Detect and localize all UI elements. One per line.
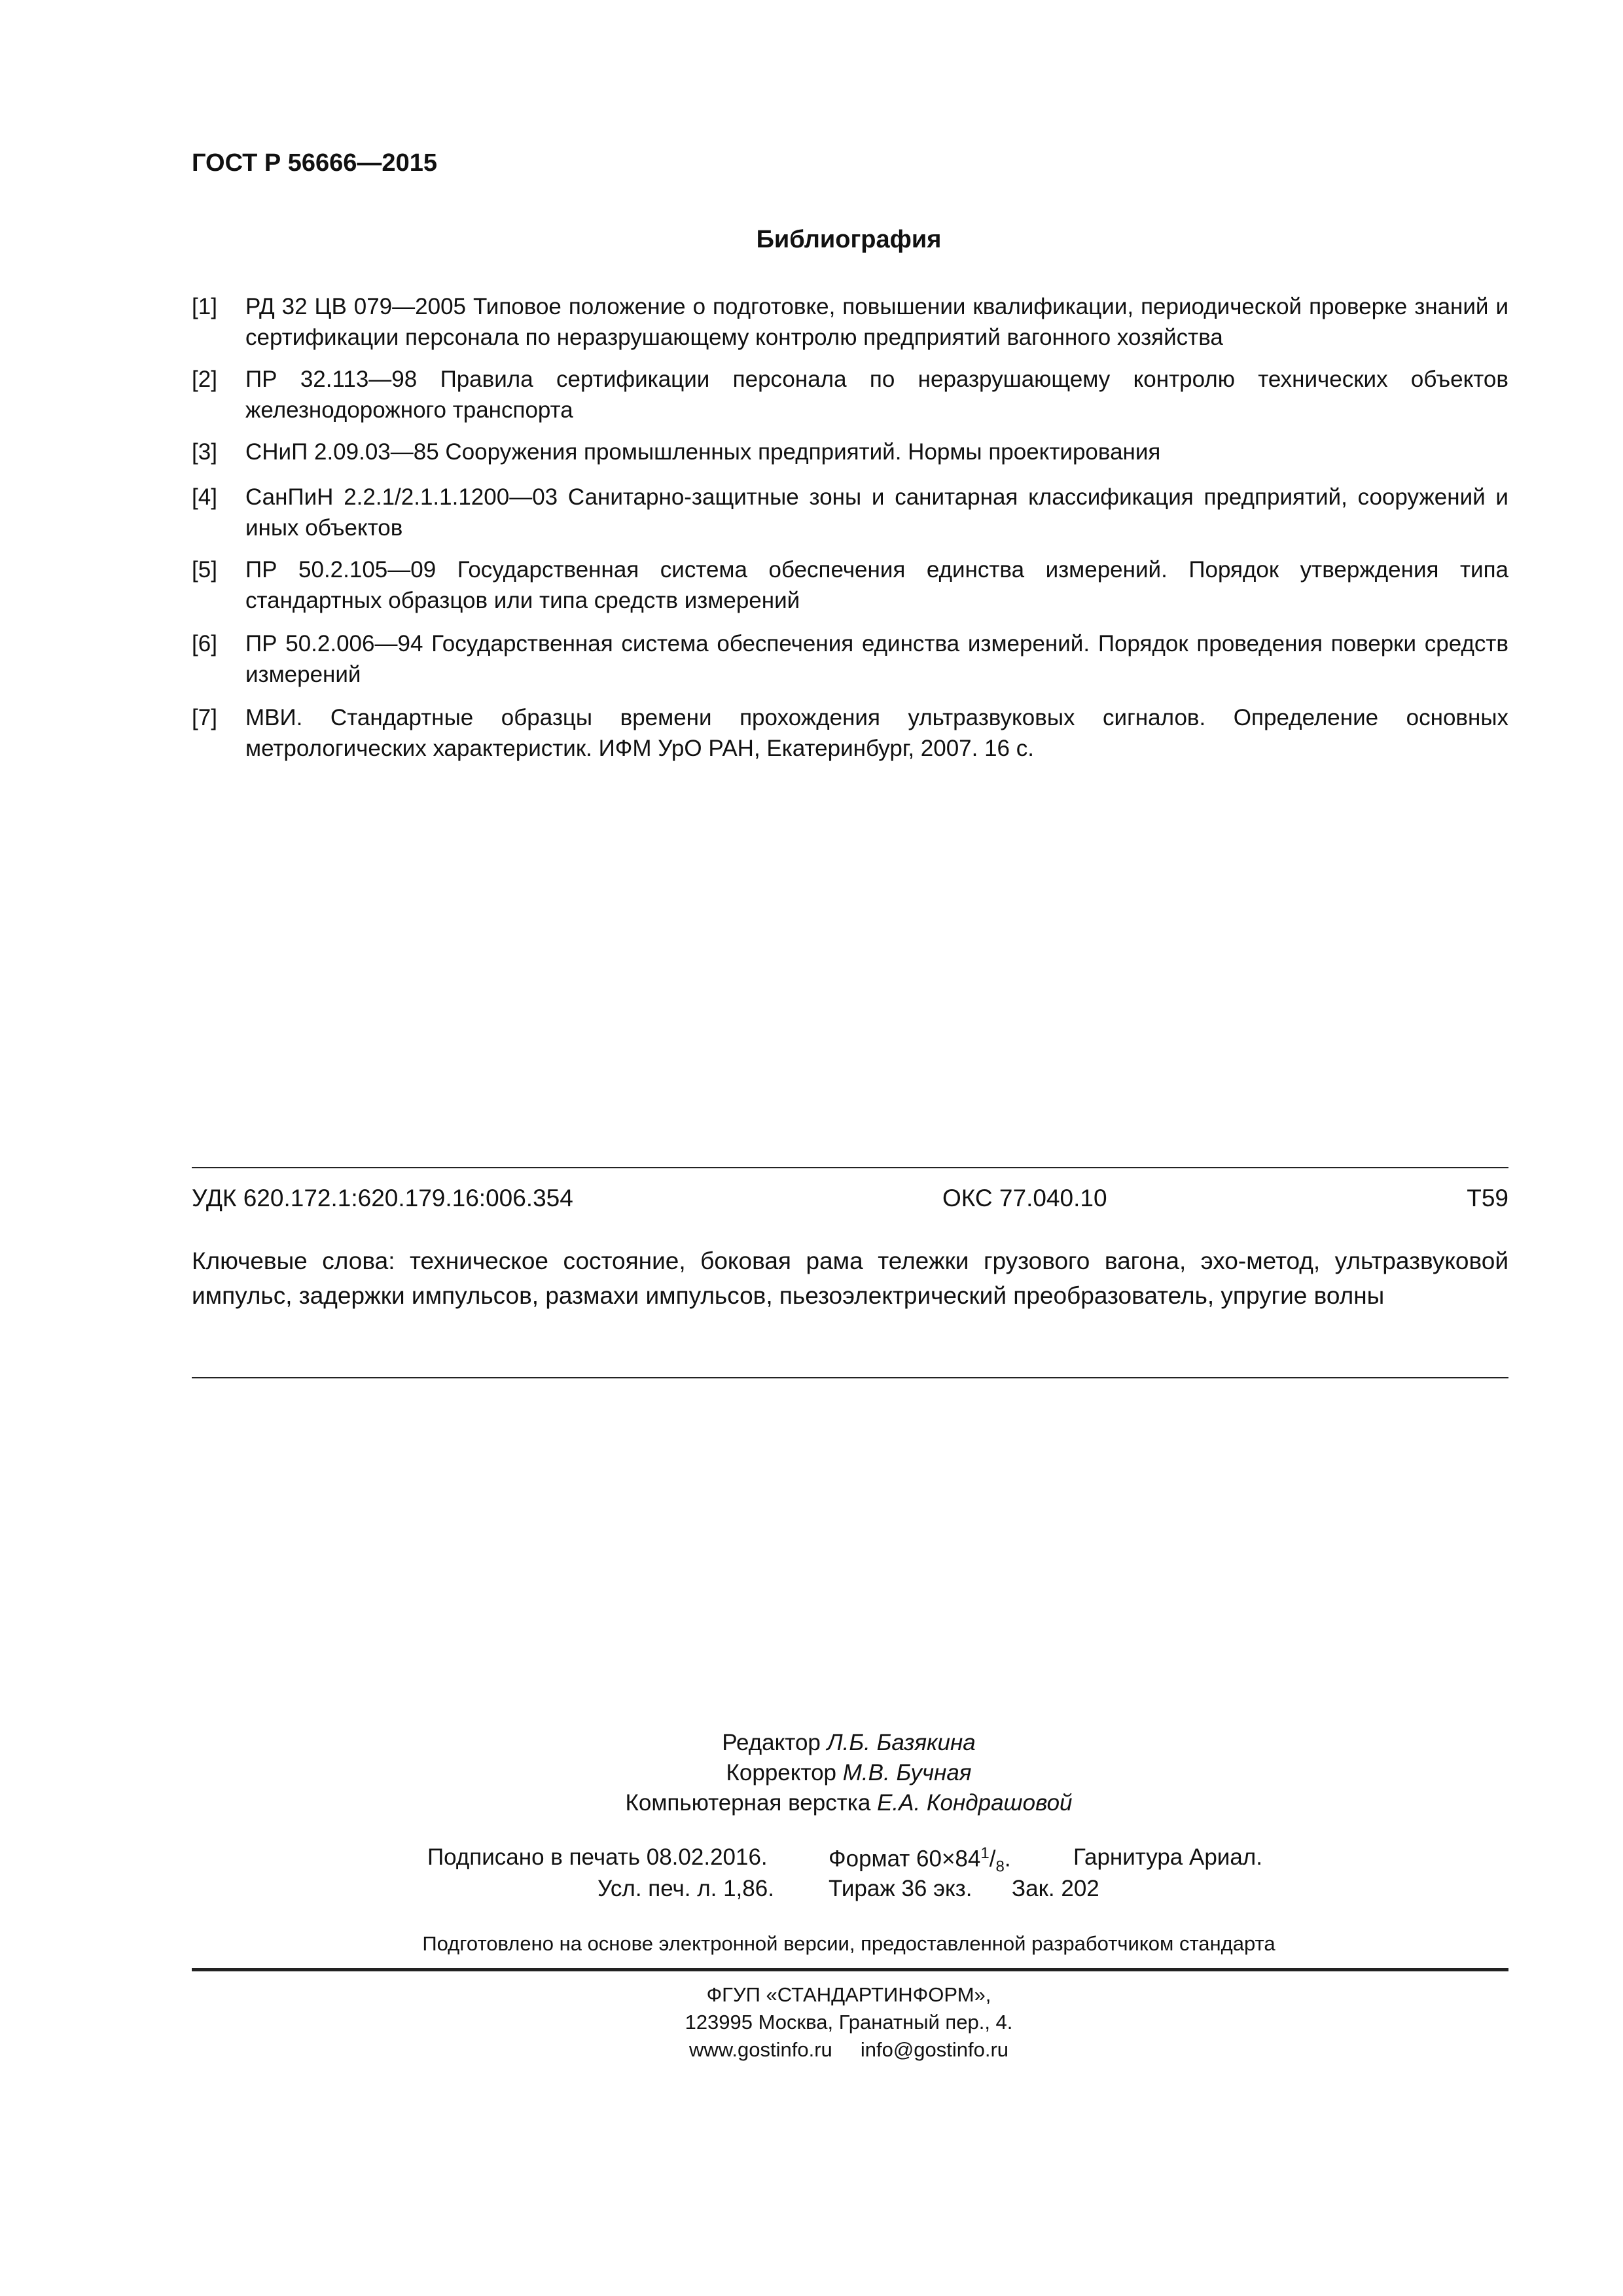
bibliography-item xyxy=(192,482,1508,543)
bibliography-item-number: [7] xyxy=(192,705,217,730)
print-sheets: Усл. печ. л. 1,86. xyxy=(597,1876,774,1901)
corrector-name: М.В. Бучная xyxy=(842,1760,972,1785)
publisher-contacts xyxy=(0,2037,1623,2063)
publisher-address: 123995 Москва, Гранатный пер., 4. xyxy=(685,2011,1013,2034)
print-format-numerator: 1 xyxy=(980,1844,990,1862)
print-format-denominator: 8 xyxy=(995,1857,1005,1876)
bibliography-item-number: [2] xyxy=(192,367,217,392)
bibliography-item xyxy=(192,554,1508,616)
bibliography-item-text: ПР 50.2.006—94 Государственная система обеспечения единства измерений. Порядок проведения поверки средств измерений xyxy=(245,631,1508,687)
oks-code: ОКС 77.040.10 xyxy=(942,1185,1107,1211)
document-code: ГОСТ Р 56666—2015 xyxy=(192,149,437,177)
bibliography-item xyxy=(192,628,1508,690)
publisher-name: ФГУП «СТАНДАРТИНФОРМ», xyxy=(706,1983,991,2006)
bibliography-item xyxy=(192,291,1508,353)
bibliography-item-number: [4] xyxy=(192,484,217,510)
print-run: Тираж 36 экз. xyxy=(829,1876,972,1901)
divider-bottom xyxy=(192,1377,1508,1378)
bibliography-item-text: ПР 50.2.105—09 Государственная система обеспечения единства измерений. Порядок утверждения типа стандартных образцов или типа средств измерений xyxy=(245,557,1508,613)
editor-label: Редактор xyxy=(722,1730,821,1755)
credits-editor xyxy=(0,1728,1623,1757)
print-format: Формат $60\times 84^1/_8$. xyxy=(829,1844,1011,1876)
credits-corrector xyxy=(0,1758,1623,1787)
bibliography-item-text: СНиП 2.09.03—85 Сооружения промышленных предприятий. Нормы проектирования xyxy=(245,439,1161,465)
bibliography-item-number: [6] xyxy=(192,631,217,656)
print-order: Зак. 202 xyxy=(1012,1876,1099,1901)
prepared-note: Подготовлено на основе электронной версии, предоставленной разработчиком стандарта xyxy=(422,1932,1275,1955)
divider-top xyxy=(192,1167,1508,1168)
corrector-label: Корректор xyxy=(726,1760,837,1785)
print-signed: Подписано в печать 08.02.2016. xyxy=(427,1844,768,1870)
bibliography-item xyxy=(192,364,1508,425)
editor-name: Л.Б. Базякина xyxy=(827,1730,976,1755)
keywords: Ключевые слова: техническое состояние, боковая рама тележки грузового вагона, эхо-метод, ультразвуковой импульс, задержки импульсов, размахи импульсов, пьезоэлектрический преобразователь, упругие волны xyxy=(192,1247,1508,1309)
bibliography-item xyxy=(192,437,1508,467)
bibliography-item-number: [1] xyxy=(192,294,217,319)
print-format-label: Формат 60×84 xyxy=(829,1846,981,1872)
bibliography-item-text: СанПиН 2.2.1/2.1.1.1200—03 Санитарно-защитные зоны и санитарная классификация предприятий, сооружений и иных объектов xyxy=(245,484,1508,541)
bibliography-item-text: РД 32 ЦВ 079—2005 Типовое положение о подготовке, повышении квалификации, периодической проверке знаний и сертификации персонала по неразрушающему контролю предприятий вагонного хозяйства xyxy=(245,294,1508,350)
bibliography-item-text: МВИ. Стандартные образцы времени прохождения ультразвуковых сигналов. Определение основных метрологических характеристик. ИФМ УрО РАН, Екатеринбург, 2007. 16 с. xyxy=(245,705,1508,761)
udk-code: УДК 620.172.1:620.179.16:006.354 xyxy=(192,1185,573,1211)
layout-label: Компьютерная верстка xyxy=(625,1790,871,1816)
publisher-website: www.gostinfo.ru xyxy=(688,2038,832,2061)
classification-code: Т59 xyxy=(1467,1185,1508,1211)
bibliography-item-number: [3] xyxy=(192,439,217,465)
print-typeface: Гарнитура Ариал. xyxy=(1073,1844,1262,1870)
bibliography-item-number: [5] xyxy=(192,557,217,583)
layout-name: Е.А. Кондрашовой xyxy=(877,1790,1073,1816)
credits-layout xyxy=(0,1788,1623,1818)
bibliography-item-text: ПР 32.113—98 Правила сертификации персонала по неразрушающему контролю технических объектов железнодорожного транспорта xyxy=(245,367,1508,423)
divider-thick xyxy=(192,1968,1508,1971)
bibliography-title: Библиография xyxy=(756,226,942,253)
bibliography-item xyxy=(192,702,1508,764)
publisher-email: info@gostinfo.ru xyxy=(860,2038,1009,2061)
